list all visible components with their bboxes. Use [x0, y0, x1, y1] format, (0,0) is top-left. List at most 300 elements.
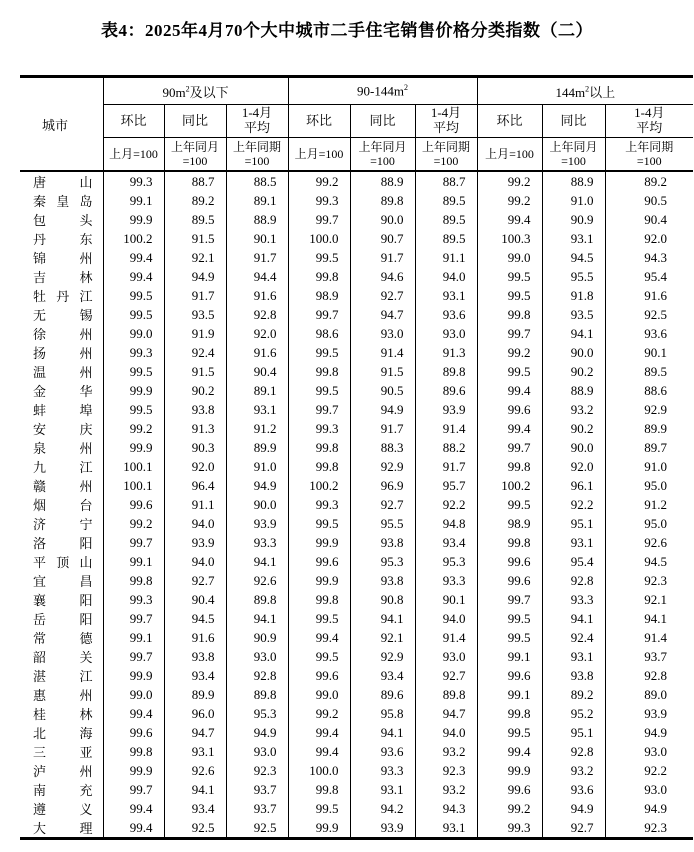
value-cell: 94.4 — [226, 267, 288, 286]
table-row — [20, 343, 693, 362]
table-row — [20, 248, 693, 267]
value-cell: 100.0 — [288, 761, 350, 780]
value-cell: 99.9 — [103, 666, 164, 685]
value-cell: 99.7 — [103, 533, 164, 552]
value-cell: 99.4 — [477, 419, 542, 438]
value-cell: 93.3 — [415, 571, 477, 590]
value-cell: 90.9 — [226, 628, 288, 647]
value-cell: 89.8 — [415, 362, 477, 381]
city-cell: 锦 州 — [33, 251, 93, 266]
value-cell: 93.0 — [226, 742, 288, 761]
value-cell: 91.4 — [415, 419, 477, 438]
value-cell: 92.0 — [605, 229, 693, 248]
value-cell: 99.4 — [103, 248, 164, 267]
value-cell: 89.6 — [350, 685, 415, 704]
base-mom-1: 上月=100 — [103, 138, 164, 172]
value-cell: 100.1 — [103, 457, 164, 476]
value-cell: 99.5 — [288, 514, 350, 533]
base-avg-1: 上年同期 =100 — [226, 138, 288, 172]
value-cell: 99.8 — [288, 362, 350, 381]
value-cell: 90.4 — [226, 362, 288, 381]
value-cell: 99.9 — [288, 818, 350, 839]
table-row — [20, 590, 693, 609]
superscript-2: 2 — [185, 84, 190, 94]
value-cell: 99.5 — [288, 381, 350, 400]
table-row — [20, 799, 693, 818]
value-cell: 92.8 — [542, 571, 605, 590]
value-cell: 99.0 — [103, 685, 164, 704]
value-cell: 99.7 — [477, 590, 542, 609]
city-cell: 丹 东 — [33, 232, 93, 247]
value-cell: 93.1 — [164, 742, 226, 761]
value-cell: 94.1 — [164, 780, 226, 799]
header-mom-2: 环比 — [288, 105, 350, 138]
value-cell: 90.7 — [350, 229, 415, 248]
value-cell: 99.2 — [477, 171, 542, 191]
value-cell: 99.4 — [477, 742, 542, 761]
value-cell: 94.9 — [226, 476, 288, 495]
value-cell: 90.4 — [605, 210, 693, 229]
value-cell: 95.5 — [350, 514, 415, 533]
value-cell: 94.1 — [605, 609, 693, 628]
value-cell: 89.5 — [415, 229, 477, 248]
value-cell: 93.8 — [350, 533, 415, 552]
value-cell: 89.1 — [226, 191, 288, 210]
value-cell: 91.9 — [164, 324, 226, 343]
value-cell: 93.7 — [226, 780, 288, 799]
value-cell: 93.0 — [350, 324, 415, 343]
value-cell: 88.7 — [164, 171, 226, 191]
value-cell: 99.9 — [103, 761, 164, 780]
city-cell: 平 顶 山 — [33, 555, 93, 570]
value-cell: 99.7 — [288, 210, 350, 229]
value-cell: 99.6 — [477, 571, 542, 590]
value-cell: 91.5 — [164, 362, 226, 381]
value-cell: 94.6 — [350, 267, 415, 286]
value-cell: 90.8 — [350, 590, 415, 609]
value-cell: 99.1 — [477, 685, 542, 704]
value-cell: 92.6 — [164, 761, 226, 780]
value-cell: 92.7 — [415, 666, 477, 685]
value-cell: 91.7 — [226, 248, 288, 267]
value-cell: 99.8 — [103, 571, 164, 590]
value-cell: 94.8 — [415, 514, 477, 533]
table-row — [20, 723, 693, 742]
base-avg-3: 上年同期 =100 — [605, 138, 693, 172]
table-row — [20, 419, 693, 438]
city-cell: 韶 关 — [33, 650, 93, 665]
city-cell: 南 充 — [33, 783, 93, 798]
city-cell: 牡 丹 江 — [33, 289, 93, 304]
value-cell: 99.5 — [477, 286, 542, 305]
value-cell: 93.4 — [164, 799, 226, 818]
value-cell: 99.9 — [288, 533, 350, 552]
value-cell: 94.1 — [350, 609, 415, 628]
city-cell: 济 宁 — [33, 517, 93, 532]
city-cell: 徐 州 — [33, 327, 93, 342]
header-yoy-2: 同比 — [350, 105, 415, 138]
value-cell: 99.5 — [288, 609, 350, 628]
value-cell: 89.2 — [605, 171, 693, 191]
value-cell: 92.5 — [164, 818, 226, 839]
value-cell: 93.1 — [415, 818, 477, 839]
value-cell: 91.0 — [226, 457, 288, 476]
value-cell: 91.1 — [415, 248, 477, 267]
value-cell: 94.5 — [164, 609, 226, 628]
table-row — [20, 286, 693, 305]
table-row — [20, 685, 693, 704]
value-cell: 89.7 — [605, 438, 693, 457]
value-cell: 99.5 — [477, 362, 542, 381]
value-cell: 91.3 — [415, 343, 477, 362]
city-cell: 三 亚 — [33, 745, 93, 760]
base-yoy-3: 上年同月 =100 — [542, 138, 605, 172]
table-row — [20, 191, 693, 210]
table-row — [20, 267, 693, 286]
value-cell: 99.7 — [288, 305, 350, 324]
value-cell: 99.7 — [477, 324, 542, 343]
table-row — [20, 666, 693, 685]
value-cell: 92.9 — [605, 400, 693, 419]
value-cell: 99.1 — [103, 552, 164, 571]
value-cell: 99.4 — [103, 704, 164, 723]
value-cell: 99.2 — [477, 799, 542, 818]
value-cell: 90.2 — [542, 419, 605, 438]
value-cell: 88.2 — [415, 438, 477, 457]
value-cell: 94.7 — [350, 305, 415, 324]
city-cell: 遵 义 — [33, 802, 93, 817]
header-mom-3: 环比 — [477, 105, 542, 138]
city-cell: 秦 皇 岛 — [33, 194, 93, 209]
table-row — [20, 533, 693, 552]
value-cell: 99.5 — [103, 286, 164, 305]
value-cell: 93.8 — [542, 666, 605, 685]
value-cell: 90.2 — [542, 362, 605, 381]
value-cell: 88.9 — [350, 171, 415, 191]
table-row — [20, 704, 693, 723]
value-cell: 100.2 — [477, 476, 542, 495]
value-cell: 100.1 — [103, 476, 164, 495]
city-header-label: 城市 — [42, 117, 69, 133]
value-cell: 99.7 — [103, 647, 164, 666]
value-cell: 99.7 — [477, 438, 542, 457]
value-cell: 100.0 — [288, 229, 350, 248]
value-cell: 93.6 — [542, 780, 605, 799]
city-header — [20, 77, 103, 172]
value-cell: 91.5 — [164, 229, 226, 248]
value-cell: 99.2 — [288, 171, 350, 191]
value-cell: 94.5 — [542, 248, 605, 267]
value-cell: 88.9 — [542, 171, 605, 191]
city-cell: 泸 州 — [33, 764, 93, 779]
value-cell: 92.7 — [164, 571, 226, 590]
value-cell: 94.1 — [542, 609, 605, 628]
value-cell: 93.9 — [164, 533, 226, 552]
value-cell: 93.3 — [350, 761, 415, 780]
value-cell: 99.8 — [288, 457, 350, 476]
value-cell: 91.4 — [350, 343, 415, 362]
value-cell: 88.5 — [226, 171, 288, 191]
value-cell: 93.4 — [415, 533, 477, 552]
value-cell: 90.0 — [226, 495, 288, 514]
city-cell: 宜 昌 — [33, 574, 93, 589]
value-cell: 89.9 — [226, 438, 288, 457]
value-cell: 95.4 — [542, 552, 605, 571]
table-row — [20, 761, 693, 780]
value-cell: 94.2 — [350, 799, 415, 818]
value-cell: 89.5 — [605, 362, 693, 381]
base-mom-3: 上月=100 — [477, 138, 542, 172]
value-cell: 99.4 — [103, 799, 164, 818]
value-cell: 99.5 — [288, 248, 350, 267]
value-cell: 95.5 — [542, 267, 605, 286]
value-cell: 91.3 — [164, 419, 226, 438]
value-cell: 94.9 — [542, 799, 605, 818]
value-cell: 99.5 — [103, 305, 164, 324]
base-avg-2: 上年同期 =100 — [415, 138, 477, 172]
value-cell: 99.5 — [288, 343, 350, 362]
value-cell: 90.0 — [542, 438, 605, 457]
value-cell: 98.6 — [288, 324, 350, 343]
city-cell: 无 锡 — [33, 308, 93, 323]
value-cell: 99.5 — [103, 400, 164, 419]
value-cell: 93.2 — [542, 761, 605, 780]
value-cell: 94.0 — [415, 609, 477, 628]
header-group-90-144: $90-144m^2$ — [288, 77, 477, 105]
value-cell: 99.8 — [477, 457, 542, 476]
value-cell: 99.8 — [288, 590, 350, 609]
value-cell: 90.5 — [605, 191, 693, 210]
value-cell: 90.3 — [164, 438, 226, 457]
value-cell: 99.7 — [103, 609, 164, 628]
value-cell: 99.8 — [103, 742, 164, 761]
table-container — [20, 75, 693, 840]
header-avg-1: 1-4月 平均 — [226, 105, 288, 138]
value-cell: 99.4 — [103, 818, 164, 839]
header-yoy-3: 同比 — [542, 105, 605, 138]
value-cell: 93.1 — [542, 229, 605, 248]
value-cell: 92.1 — [164, 248, 226, 267]
value-cell: 96.4 — [164, 476, 226, 495]
value-cell: 94.1 — [350, 723, 415, 742]
value-cell: 94.1 — [226, 552, 288, 571]
city-cell: 九 江 — [33, 460, 93, 475]
value-cell: 90.5 — [350, 381, 415, 400]
value-cell: 95.1 — [542, 723, 605, 742]
value-cell: 91.7 — [415, 457, 477, 476]
value-cell: 99.2 — [288, 704, 350, 723]
value-cell: 99.1 — [103, 191, 164, 210]
value-cell: 94.3 — [605, 248, 693, 267]
value-cell: 95.3 — [415, 552, 477, 571]
value-cell: 92.7 — [350, 286, 415, 305]
value-cell: 89.8 — [350, 191, 415, 210]
city-cell: 襄 阳 — [33, 593, 93, 608]
city-cell: 大 理 — [33, 821, 93, 836]
header-mom-1: 环比 — [103, 105, 164, 138]
value-cell: 93.8 — [164, 647, 226, 666]
city-cell: 安 庆 — [33, 422, 93, 437]
value-cell: 93.1 — [226, 400, 288, 419]
value-cell: 91.6 — [226, 286, 288, 305]
value-cell: 90.2 — [164, 381, 226, 400]
base-yoy-2: 上年同月 =100 — [350, 138, 415, 172]
table-row — [20, 495, 693, 514]
superscript-2: 2 — [404, 82, 408, 92]
header-base-row — [20, 138, 693, 172]
table-row — [20, 552, 693, 571]
value-cell: 95.8 — [350, 704, 415, 723]
header-group-row — [20, 77, 693, 105]
value-cell: 92.8 — [542, 742, 605, 761]
value-cell: 99.5 — [477, 495, 542, 514]
header-avg-2: 1-4月 平均 — [415, 105, 477, 138]
value-cell: 92.3 — [415, 761, 477, 780]
value-cell: 98.9 — [288, 286, 350, 305]
value-cell: 94.1 — [226, 609, 288, 628]
value-cell: 93.3 — [226, 533, 288, 552]
value-cell: 91.7 — [164, 286, 226, 305]
value-cell: 99.7 — [103, 780, 164, 799]
value-cell: 90.1 — [226, 229, 288, 248]
table-row — [20, 229, 693, 248]
value-cell: 93.0 — [415, 647, 477, 666]
value-cell: 99.6 — [477, 666, 542, 685]
value-cell: 99.6 — [477, 400, 542, 419]
value-cell: 91.6 — [605, 286, 693, 305]
value-cell: 100.2 — [103, 229, 164, 248]
value-cell: 91.8 — [542, 286, 605, 305]
value-cell: 95.0 — [605, 476, 693, 495]
value-cell: 93.1 — [542, 647, 605, 666]
value-cell: 99.5 — [103, 362, 164, 381]
value-cell: 89.8 — [415, 685, 477, 704]
value-cell: 99.4 — [288, 628, 350, 647]
value-cell: 93.1 — [542, 533, 605, 552]
value-cell: 99.5 — [477, 267, 542, 286]
value-cell: 99.2 — [477, 191, 542, 210]
value-cell: 99.9 — [288, 571, 350, 590]
value-cell: 92.0 — [226, 324, 288, 343]
table-row — [20, 381, 693, 400]
city-cell: 唐 山 — [33, 175, 93, 190]
table-row — [20, 210, 693, 229]
value-cell: 96.0 — [164, 704, 226, 723]
city-cell: 烟 台 — [33, 498, 93, 513]
value-cell: 99.8 — [477, 533, 542, 552]
value-cell: 92.0 — [164, 457, 226, 476]
value-cell: 92.7 — [542, 818, 605, 839]
value-cell: 90.9 — [542, 210, 605, 229]
value-cell: 96.1 — [542, 476, 605, 495]
value-cell: 92.4 — [542, 628, 605, 647]
value-cell: 99.8 — [288, 267, 350, 286]
value-cell: 100.3 — [477, 229, 542, 248]
value-cell: 91.6 — [164, 628, 226, 647]
table-row — [20, 362, 693, 381]
value-cell: 91.5 — [350, 362, 415, 381]
value-cell: 99.5 — [477, 723, 542, 742]
value-cell: 89.5 — [415, 191, 477, 210]
value-cell: 94.0 — [164, 552, 226, 571]
value-cell: 88.9 — [542, 381, 605, 400]
value-cell: 93.9 — [605, 704, 693, 723]
value-cell: 92.9 — [350, 457, 415, 476]
value-cell: 99.9 — [103, 438, 164, 457]
value-cell: 92.5 — [605, 305, 693, 324]
value-cell: 99.0 — [288, 685, 350, 704]
value-cell: 93.2 — [415, 742, 477, 761]
value-cell: 92.1 — [350, 628, 415, 647]
value-cell: 99.9 — [103, 210, 164, 229]
value-cell: 92.0 — [542, 457, 605, 476]
value-cell: 91.0 — [605, 457, 693, 476]
value-cell: 93.6 — [415, 305, 477, 324]
city-cell: 岳 阳 — [33, 612, 93, 627]
value-cell: 99.5 — [288, 647, 350, 666]
value-cell: 92.3 — [605, 818, 693, 839]
value-cell: 99.6 — [288, 552, 350, 571]
table-row — [20, 171, 693, 191]
value-cell: 93.7 — [605, 647, 693, 666]
value-cell: 93.0 — [605, 780, 693, 799]
value-cell: 91.7 — [350, 419, 415, 438]
base-yoy-1: 上年同月 =100 — [164, 138, 226, 172]
value-cell: 92.7 — [350, 495, 415, 514]
value-cell: 93.2 — [542, 400, 605, 419]
value-cell: 94.9 — [226, 723, 288, 742]
value-cell: 91.7 — [350, 248, 415, 267]
table-row — [20, 571, 693, 590]
table-row — [20, 818, 693, 839]
value-cell: 93.5 — [542, 305, 605, 324]
value-cell: 94.0 — [164, 514, 226, 533]
table-row — [20, 324, 693, 343]
table-row — [20, 742, 693, 761]
value-cell: 93.0 — [226, 647, 288, 666]
value-cell: 93.8 — [164, 400, 226, 419]
value-cell: 94.7 — [415, 704, 477, 723]
value-cell: 99.8 — [288, 780, 350, 799]
value-cell: 91.4 — [605, 628, 693, 647]
value-cell: 96.9 — [350, 476, 415, 495]
value-cell: 99.3 — [103, 343, 164, 362]
value-cell: 91.6 — [226, 343, 288, 362]
table-row — [20, 780, 693, 799]
value-cell: 99.4 — [477, 381, 542, 400]
value-cell: 93.9 — [415, 400, 477, 419]
value-cell: 92.8 — [226, 305, 288, 324]
value-cell: 92.5 — [226, 818, 288, 839]
value-cell: 95.4 — [605, 267, 693, 286]
value-cell: 91.0 — [542, 191, 605, 210]
value-cell: 89.5 — [415, 210, 477, 229]
value-cell: 99.3 — [103, 171, 164, 191]
table-row — [20, 305, 693, 324]
value-cell: 99.3 — [288, 191, 350, 210]
table-row — [20, 457, 693, 476]
value-cell: 95.7 — [415, 476, 477, 495]
value-cell: 100.2 — [288, 476, 350, 495]
value-cell: 99.3 — [288, 419, 350, 438]
value-cell: 99.3 — [288, 495, 350, 514]
value-cell: 94.9 — [350, 400, 415, 419]
value-cell: 90.0 — [542, 343, 605, 362]
value-cell: 91.2 — [605, 495, 693, 514]
value-cell: 99.2 — [103, 419, 164, 438]
value-cell: 92.8 — [605, 666, 693, 685]
value-cell: 92.3 — [226, 761, 288, 780]
